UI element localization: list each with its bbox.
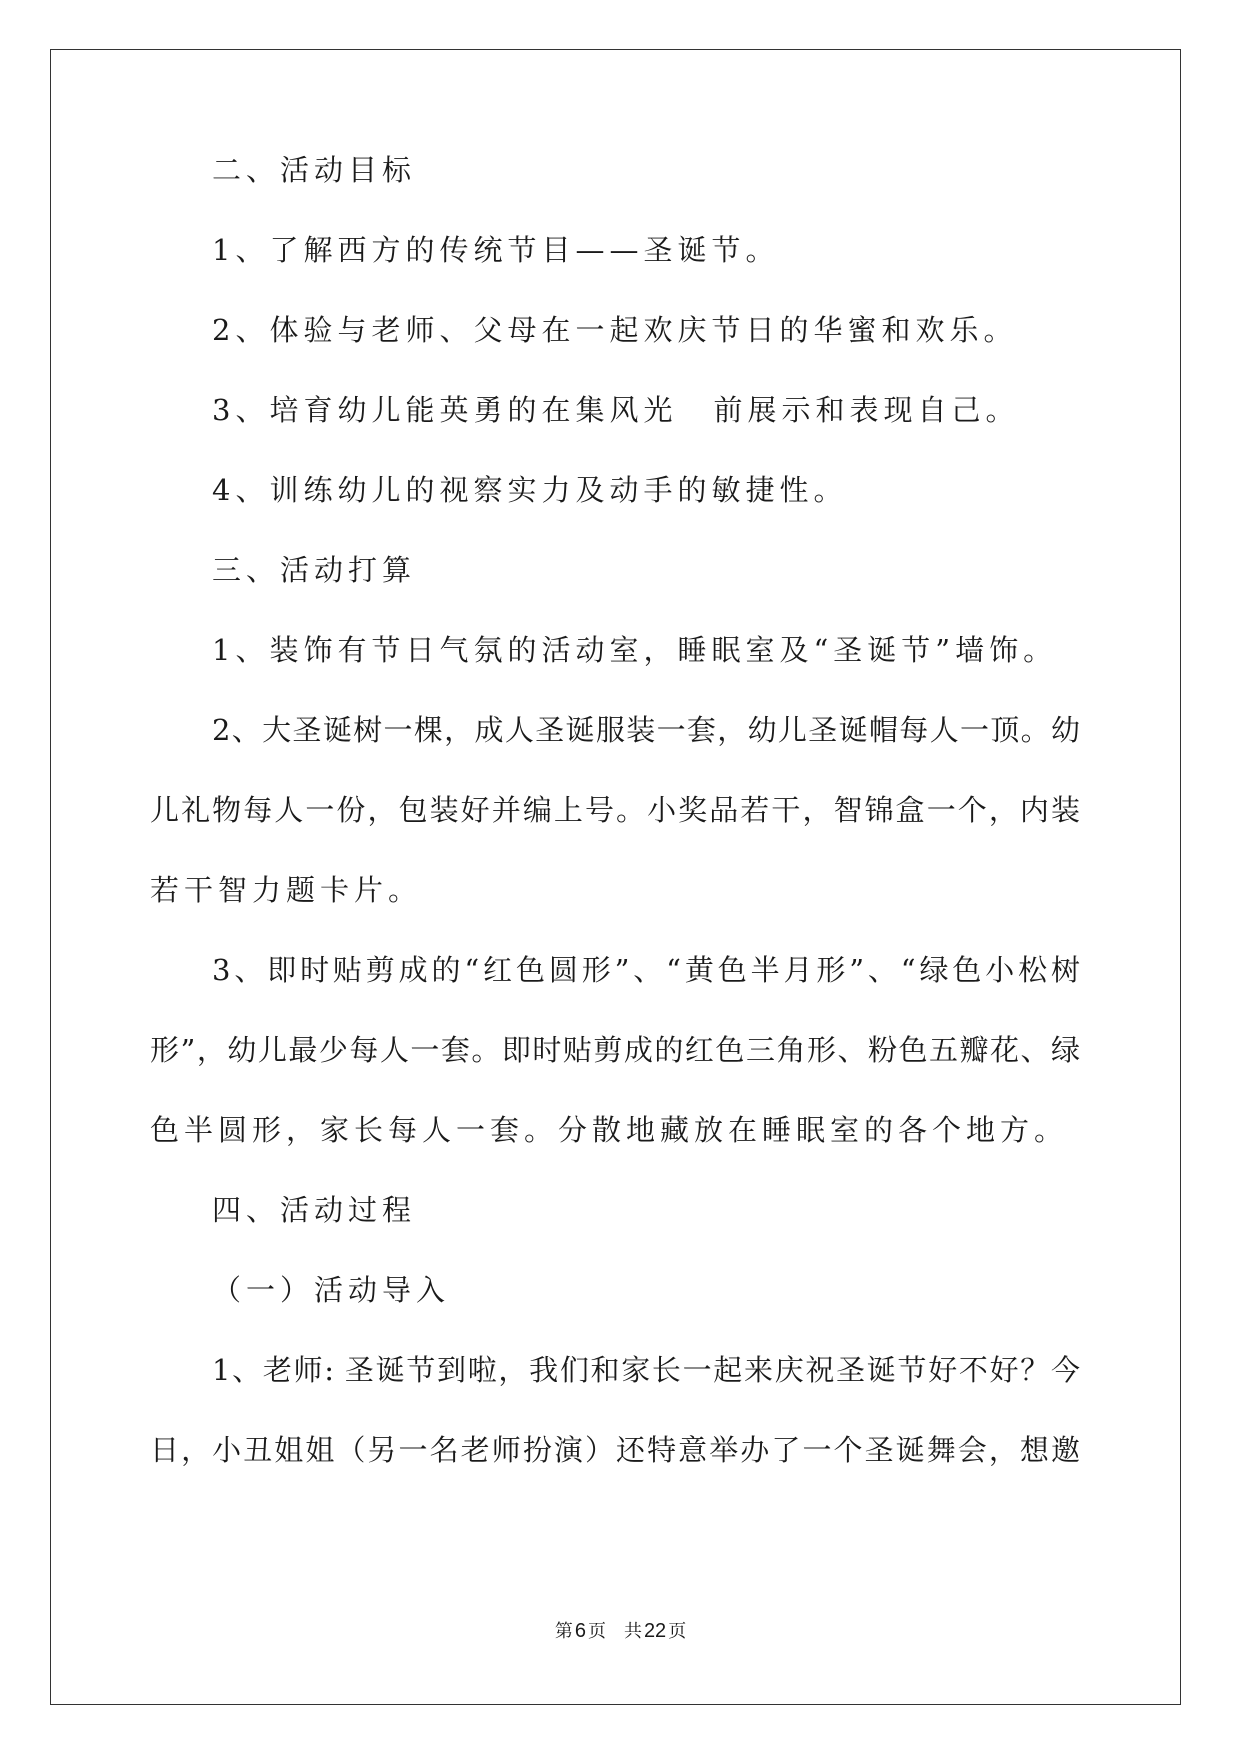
paragraph-line: 4、训练幼儿的视察实力及动手的敏捷性。: [212, 473, 848, 507]
paragraph-line: 3、即时贴剪成的“红色圆形”、“黄色半月形”、“绿色小松树: [212, 953, 1080, 987]
page-number: 6: [574, 1620, 586, 1642]
paragraph-line: 形”，幼儿最少每人一套。即时贴剪成的红色三角形、粉色五瓣花、绿: [150, 1033, 1080, 1067]
footer-total-prefix: 共: [623, 1621, 642, 1642]
paragraph-line-part: 前展示和表现自己。: [713, 393, 1020, 427]
paragraph-line: 日，小丑姐姐（另一名老师扮演）还特意举办了一个圣诞舞会，想邀: [150, 1433, 1080, 1467]
page-footer: [0, 1617, 1241, 1643]
footer-page-suffix: 页: [587, 1621, 606, 1642]
total-pages: 22: [643, 1620, 667, 1642]
paragraph-line: 色半圆形，家长每人一套。分散地藏放在睡眠室的各个地方。: [150, 1113, 1069, 1147]
paragraph-line: 1、装饰有节日气氛的活动室，睡眠室及“圣诞节”墙饰。: [212, 633, 1058, 667]
paragraph-line: 2、体验与老师、父母在一起欢庆节日的华蜜和欢乐。: [212, 313, 1018, 347]
heading-process: 四、活动过程: [212, 1193, 417, 1227]
paragraph-line: 2、大圣诞树一棵，成人圣诞服装一套，幼儿圣诞帽每人一顶。幼: [212, 713, 1080, 747]
footer-prefix: 第: [554, 1621, 573, 1642]
subheading-intro: （一）活动导入: [212, 1273, 451, 1307]
paragraph-line: 若干智力题卡片。: [150, 873, 423, 907]
footer-total-suffix: 页: [668, 1621, 687, 1642]
paragraph-line: 1、老师: 圣诞节到啦，我们和家长一起来庆祝圣诞节好不好？今: [212, 1353, 1080, 1387]
heading-preparation: 三、活动打算: [212, 553, 417, 587]
paragraph-line-part: 3、培育幼儿能英勇的在集风光: [212, 393, 678, 427]
heading-goals: 二、活动目标: [212, 153, 417, 187]
paragraph-line: 儿礼物每人一份，包装好并编上号。小奖品若干，智锦盒一个，内装: [150, 793, 1080, 827]
paragraph-line: [150, 390, 1080, 430]
paragraph-line: 1、了解西方的传统节目——圣诞节。: [212, 233, 780, 267]
